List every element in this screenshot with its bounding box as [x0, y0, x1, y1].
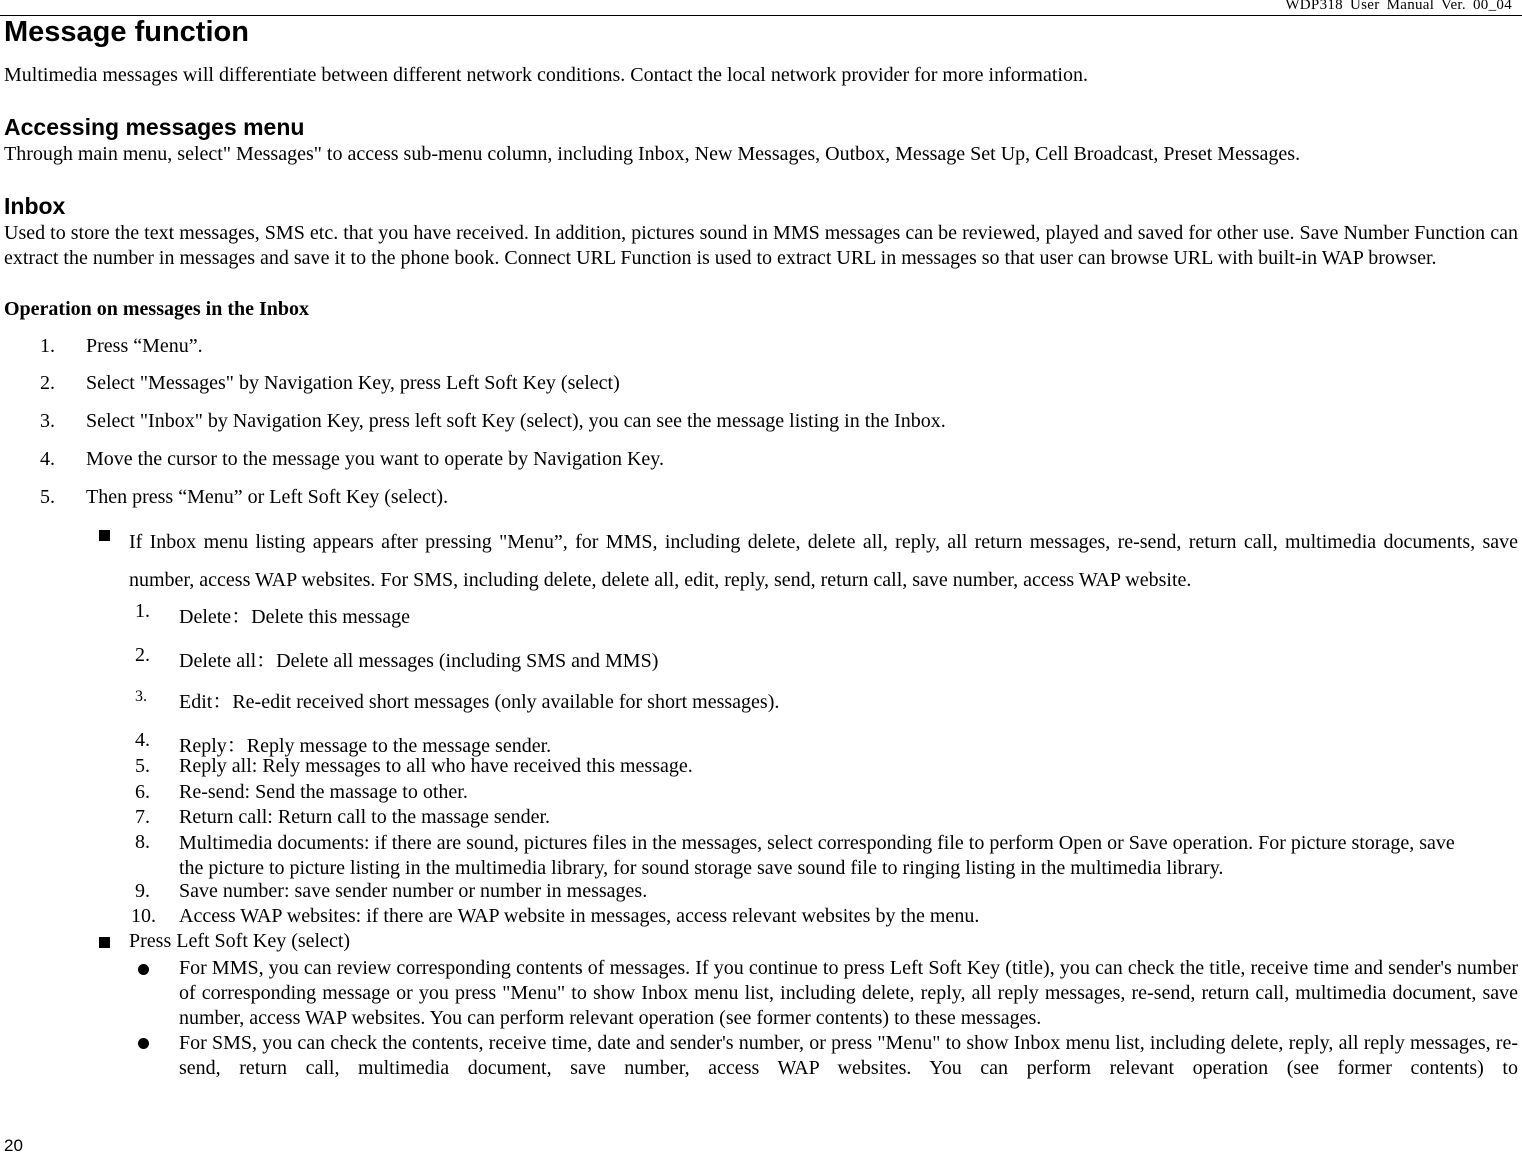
- option-number: 10.: [131, 905, 156, 927]
- option-text: Access WAP websites: if there are WAP website in messages, access relevant websites by the menu.: [179, 905, 980, 927]
- page-title: Message function: [4, 16, 249, 48]
- option-number: 5.: [135, 755, 150, 777]
- option-text: Reply all: Rely messages to all who have received this message.: [179, 755, 693, 777]
- step-number: 5.: [40, 486, 55, 508]
- intro-paragraph: Multimedia messages will differentiate between different network conditions. Contact the local network provider for more information.: [4, 64, 1088, 86]
- press-left-soft-key-text: Press Left Soft Key (select): [129, 930, 351, 952]
- round-bullet-icon: [138, 1038, 149, 1049]
- page-number: 20: [4, 1136, 23, 1155]
- option-text: Delete：Delete this message: [179, 606, 411, 628]
- step-number: 3.: [40, 410, 55, 432]
- option-text: Return call: Return call to the massage sender.: [179, 806, 550, 828]
- option-number: 6.: [135, 781, 150, 803]
- option-number: 3.: [135, 688, 147, 705]
- section-heading-accessing: Accessing messages menu: [4, 114, 305, 140]
- step-text: Select "Inbox" by Navigation Key, press left soft Key (select), you can see the message listing in the Inbox.: [86, 410, 946, 432]
- mms-paragraph: For MMS, you can review corresponding contents of messages. If you continue to press Left Soft Key (title), you can check the title, receive time and sender's number of corresponding message or you press "Menu" to show Inbox menu list, including delete, reply, all reply messages, re-send, return call, multimedia document, save number, access WAP websites. You can perform relevant operation (see former contents) to these messages.: [179, 957, 1518, 1029]
- option-text: Multimedia documents: if there are sound, pictures files in the messages, select corresponding file to perform Open or Save operation. For picture storage, save the picture to picture listing in the multimedia library, for sound storage save sound file to ringing listing in the multimedia library.: [179, 832, 1455, 879]
- option-number: 1.: [135, 600, 150, 622]
- option-number: 7.: [135, 806, 150, 828]
- step-text: Press “Menu”.: [86, 335, 203, 357]
- step-text: Then press “Menu” or Left Soft Key (select).: [86, 486, 449, 508]
- option-number: 4.: [135, 729, 150, 751]
- step-text: Select "Messages" by Navigation Key, press Left Soft Key (select): [86, 372, 620, 394]
- step-number: 2.: [40, 372, 55, 394]
- inbox-paragraph: Used to store the text messages, SMS etc. that you have received. In addition, pictures sound in MMS messages can be reviewed, played and saved for other use. Save Number Function can extract the number in messages and save it to the phone book. Connect URL Function is used to extract URL in messages so that user can browse URL with built-in WAP browser.: [4, 222, 1518, 269]
- sms-paragraph: For SMS, you can check the contents, receive time, date and sender's number, or press "Menu" to show Inbox menu list, including delete, reply, all reply messages, re-send, return call, multimedia document, save number, access WAP websites. You can perform relevant operation (see former contents) to: [179, 1032, 1518, 1079]
- option-text: Delete all：Delete all messages (including SMS and MMS): [179, 650, 659, 672]
- option-text: Reply：Reply message to the message sender.: [179, 735, 552, 757]
- option-text: Re-send: Send the massage to other.: [179, 781, 468, 803]
- operation-title: Operation on messages in the Inbox: [4, 298, 310, 320]
- accessing-paragraph: Through main menu, select" Messages" to access sub-menu column, including Inbox, New Messages, Outbox, Message Set Up, Cell Broadcast, Preset Messages.: [4, 143, 1301, 165]
- option-text: Save number: save sender number or number in messages.: [179, 880, 648, 902]
- option-number: 2.: [135, 644, 150, 666]
- step-number: 4.: [40, 448, 55, 470]
- square-bullet-icon: [99, 530, 110, 541]
- option-text: Edit：Re-edit received short messages (only available for short messages).: [179, 691, 780, 713]
- round-bullet-icon: [138, 964, 149, 975]
- step-number: 1.: [40, 335, 55, 357]
- square-bullet-icon: [99, 937, 110, 948]
- section-heading-inbox: Inbox: [4, 193, 66, 219]
- option-number: 8.: [135, 831, 150, 853]
- inbox-menu-paragraph: If Inbox menu listing appears after pressing "Menu”, for MMS, including delete, delete all, reply, all return messages, re-send, return call, multimedia documents, save number, access WAP websites. For SMS, including delete, delete all, edit, reply, send, return call, save number, access WAP website.: [129, 531, 1518, 591]
- step-text: Move the cursor to the message you want to operate by Navigation Key.: [86, 448, 664, 470]
- option-number: 9.: [135, 880, 150, 902]
- document-header: WDP318 User Manual Ver. 00_04: [1285, 0, 1512, 13]
